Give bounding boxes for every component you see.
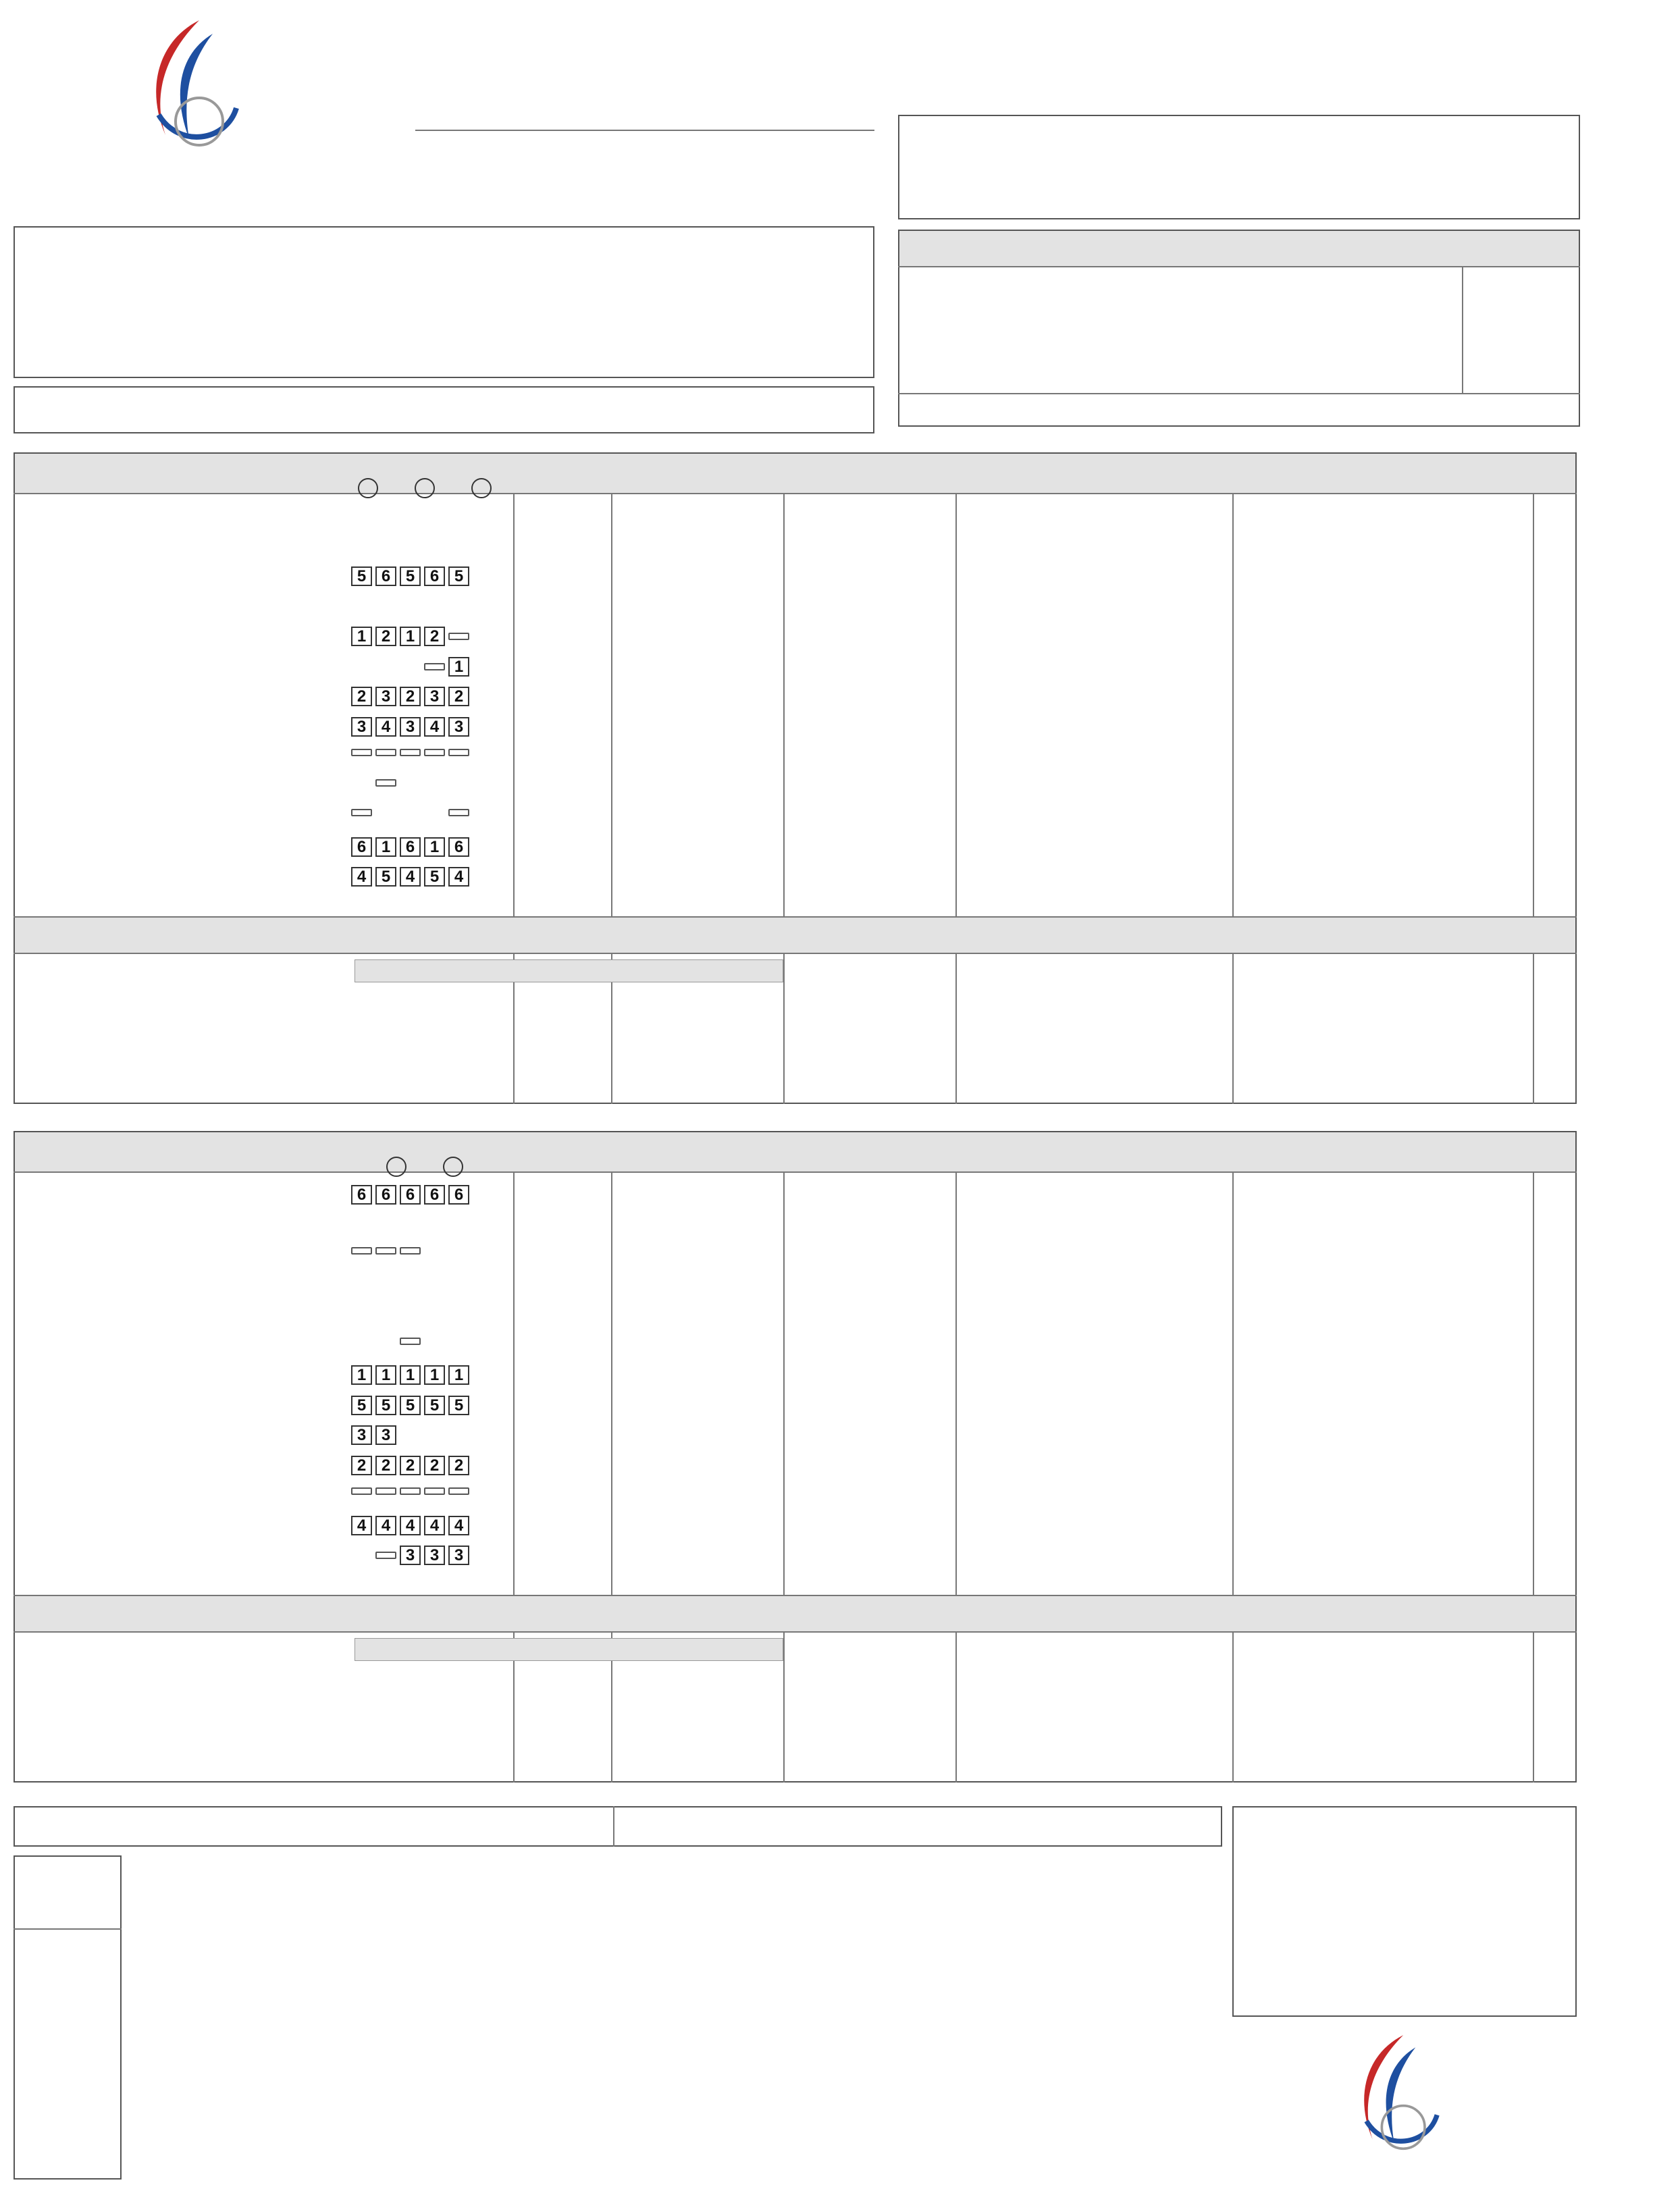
col-sep [513,1171,515,1783]
divider [14,493,1577,494]
col-sep [955,1171,957,1783]
substitute-marker [351,749,372,756]
rotation-box: 5 [448,1396,469,1415]
total-bg [15,1596,1575,1631]
set-number [471,478,492,498]
rotation-box: 6 [424,566,445,586]
set-positions [351,1425,400,1445]
rotation-box: 6 [351,837,372,857]
rotation-box: 6 [424,1185,445,1205]
rotation-box: 3 [375,1425,396,1445]
rotation-box: 2 [375,627,396,646]
substitute-marker [448,633,469,640]
set-positions [351,747,473,759]
set-positions [351,837,473,857]
set-positions [351,717,473,737]
rotation-box: 5 [351,1396,372,1415]
rotation-box: 1 [375,837,396,857]
rotation-box: 4 [351,867,372,887]
rotation-box: 6 [351,1185,372,1205]
rotation-box: 3 [400,717,421,737]
rotation-box: 2 [375,1456,396,1475]
substitute-marker [448,1487,469,1495]
rotation-box: 2 [424,627,445,646]
rotation-box: 1 [400,627,421,646]
rotation-box: 3 [448,717,469,737]
rotation-box: 5 [351,566,372,586]
divider [14,953,1577,954]
rotation-box: 1 [424,1365,445,1385]
set-positions [351,1336,424,1348]
set-positions [351,1185,473,1205]
set-number [358,478,378,498]
rotation-box: 6 [400,1185,421,1205]
rotation-box: 3 [351,1425,372,1445]
rotation-box: 5 [424,1396,445,1415]
set-number [386,1157,406,1177]
rotation-box: 2 [351,687,372,706]
substitute-marker [400,749,421,756]
col-sep [1232,493,1234,1104]
rotation-box: 4 [448,867,469,887]
points-won-header [355,959,783,982]
col-sep [955,493,957,1104]
rotation-box: 5 [448,566,469,586]
rotation-box: 6 [448,1185,469,1205]
col-sep [611,493,612,1104]
substitute-marker [424,1487,445,1495]
set-positions [351,1456,473,1475]
rotation-box: 3 [424,687,445,706]
substitute-marker [424,749,445,756]
rotation-box: 6 [448,837,469,857]
rotation-box: 6 [400,837,421,857]
header-bg [15,1132,1575,1171]
cup-logo [118,14,253,162]
substitute-marker [400,1487,421,1495]
set-positions [351,1516,473,1535]
substitute-marker [375,749,396,756]
set-number [443,1157,463,1177]
rotation-box: 1 [351,627,372,646]
col-sep [1533,1171,1534,1783]
rotation-box: 2 [448,687,469,706]
set-positions [351,566,473,586]
col-sep [1232,1171,1234,1783]
col-sep [611,1171,612,1783]
divider [14,1171,1577,1173]
rotation-box: 4 [375,1516,396,1535]
substitute-marker [400,1247,421,1255]
set-positions [351,1396,473,1415]
rotation-box: 4 [448,1516,469,1535]
set-positions [351,1546,473,1565]
legend-box [1232,1806,1577,2017]
rotation-box: 1 [424,837,445,857]
total-bg [15,918,1575,953]
substitute-marker [375,1487,396,1495]
set-positions [351,1245,424,1257]
set-positions [351,777,400,789]
rotation-box: 2 [400,1456,421,1475]
bottom-teams-bar [14,1806,1222,1847]
rotation-box: 5 [400,1396,421,1415]
rotation-box: 1 [448,1365,469,1385]
substitute-marker [375,1552,396,1559]
rotation-box: 4 [424,1516,445,1535]
rotation-box: 4 [351,1516,372,1535]
rotation-box: 3 [400,1546,421,1565]
substitute-marker [448,809,469,816]
rotation-box: 3 [424,1546,445,1565]
set-positions [351,1485,473,1498]
set-positions [351,687,473,706]
rotation-box: 1 [351,1365,372,1385]
rotation-box: 5 [400,566,421,586]
rotation-box: 3 [351,717,372,737]
set-positions [351,1365,473,1385]
rotation-box: 2 [448,1456,469,1475]
set-positions [351,807,473,819]
divider [14,1631,1577,1633]
substitute-marker [375,779,396,787]
score-box [898,115,1580,219]
col-sep [783,1171,785,1783]
divider [14,1928,122,1930]
rotation-box: 5 [375,1396,396,1415]
rotation-box: 2 [351,1456,372,1475]
rotation-box: 3 [375,687,396,706]
substitute-marker [351,1487,372,1495]
set-positions [351,627,473,646]
substitute-marker [400,1338,421,1345]
substitute-marker [424,663,445,670]
substitute-marker [375,1247,396,1255]
rotation-box: 5 [375,867,396,887]
referees-box [14,386,874,433]
rotation-box: 4 [400,867,421,887]
team-table [14,1131,1577,1783]
substitute-marker [351,1247,372,1255]
set-positions [351,867,473,887]
rotation-box: 2 [424,1456,445,1475]
set-positions [351,657,473,677]
rotation-box: 4 [375,717,396,737]
rotation-box: 4 [400,1516,421,1535]
rotation-box: 2 [400,687,421,706]
rotation-box: 3 [448,1546,469,1565]
team-table [14,452,1577,1104]
substitute-marker [351,809,372,816]
cup-logo-bottom [1323,2029,1459,2164]
points-won-header [355,1638,783,1661]
col-sep [513,493,515,1104]
header-bg [15,454,1575,493]
rotation-box: 6 [375,566,396,586]
set-number [415,478,435,498]
match-info [14,226,874,378]
diff-box [14,1855,122,2180]
rotation-box: 1 [448,657,469,677]
col-sep [783,493,785,1104]
rotation-box: 1 [375,1365,396,1385]
rotation-box: 4 [424,717,445,737]
rotation-box: 1 [400,1365,421,1385]
col-sep [1533,493,1534,1104]
substitute-marker [448,749,469,756]
rotation-box: 5 [424,867,445,887]
rotation-box: 6 [375,1185,396,1205]
